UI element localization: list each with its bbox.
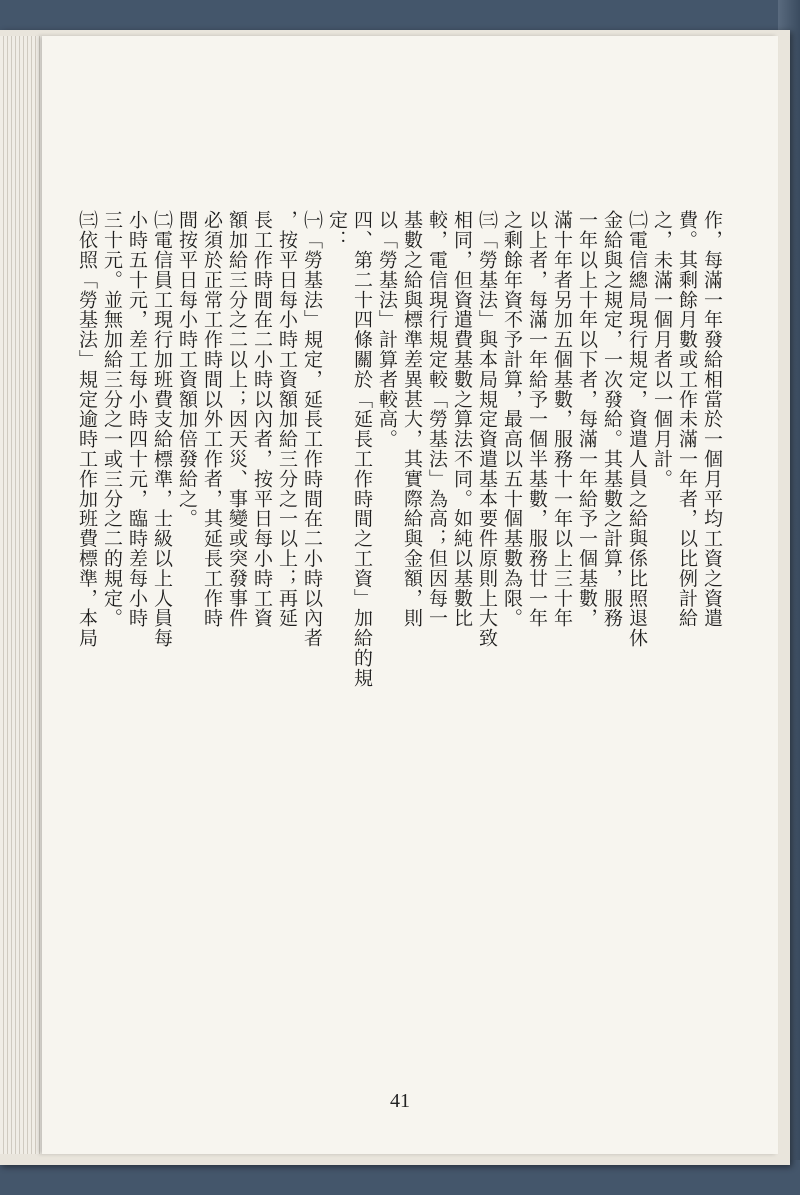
text-column: 定： <box>326 210 348 250</box>
text-column: ㈡電信員工現行加班費支給標準，士級以上人員每 <box>151 210 173 648</box>
text-column: 三十元。並無加給三分之一或三分之二的規定。 <box>101 210 123 628</box>
text-column: 四、第二十四條關於「延長工作時間之工資」加給的規 <box>351 210 373 688</box>
text-column: 長工作時間在二小時以內者，按平日每小時工資 <box>251 210 273 628</box>
text-column: 額加給三分之二以上；因天災、事變或突發事件 <box>226 210 248 628</box>
text-column: 費。其剩餘月數或工作未滿一年者，以比例計給 <box>676 210 698 628</box>
text-column: ㈢依照「勞基法」規定逾時工作加班費標準，本局 <box>76 210 98 648</box>
text-column: 較，電信現行規定較「勞基法」為高；但因每一 <box>426 210 448 628</box>
text-column: 相同，但資遣費基數之算法不同。如純以基數比 <box>451 210 473 628</box>
book-cover-bottom <box>0 1160 800 1195</box>
text-column: 作，每滿一年發給相當於一個月平均工資之資遣 <box>701 210 723 628</box>
page-number: 41 <box>390 1090 410 1112</box>
text-column: ，按平日每小時工資額加給三分之一以上；再延 <box>276 210 298 628</box>
text-column: 之，未滿一個月者以一個月計。 <box>651 210 673 489</box>
text-column: 之剩餘年資不予計算，最高以五十個基數為限。 <box>501 210 523 628</box>
text-column: 金給與之規定，一次發給。其基數之計算，服務 <box>601 210 623 628</box>
page-edges <box>0 36 42 1154</box>
text-column: ㈡電信總局現行規定，資遣人員之給與係比照退休 <box>626 210 648 648</box>
text-column: 必須於正常工作時間以外工作者，其延長工作時 <box>201 210 223 628</box>
text-column: 基數之給與標準差異甚大，其實際給與金額，則 <box>401 210 423 628</box>
text-column: 小時五十元，差工每小時四十元，臨時差每小時 <box>126 210 148 628</box>
text-column: 一年以上十年以下者，每滿一年給予一個基數， <box>576 210 598 628</box>
text-column: 以上者，每滿一年給予一個半基數，服務廿一年 <box>526 210 548 628</box>
text-column: 滿十年者另加五個基數，服務十一年以上三十年 <box>551 210 573 628</box>
text-column: ㈠「勞基法」規定，延長工作時間在二小時以內者 <box>301 210 323 648</box>
text-column: ㈢「勞基法」與本局規定資遣基本要件原則上大致 <box>476 210 498 648</box>
text-column: 間按平日每小時工資額加倍發給之。 <box>176 210 198 529</box>
upper-text-block <box>74 210 724 688</box>
text-column: 以「勞基法」計算者較高。 <box>376 210 398 449</box>
